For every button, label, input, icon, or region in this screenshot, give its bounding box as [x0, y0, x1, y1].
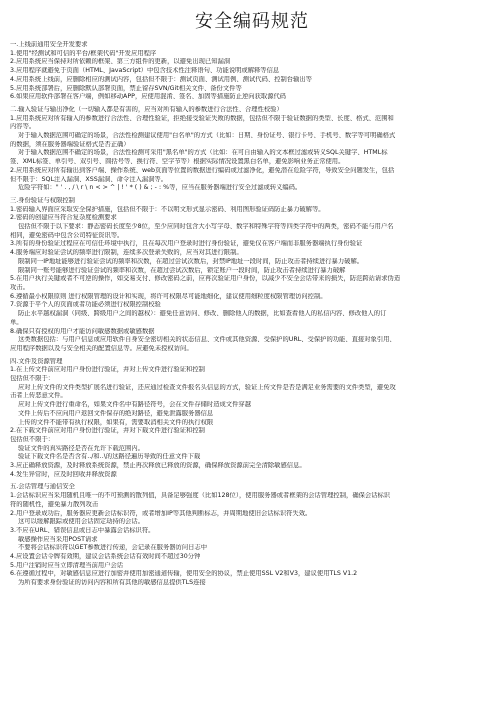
text-line: 2.应用系统应当保持对所依赖的框架、第三方组件的更新，以避免出现已知漏洞	[10, 58, 231, 66]
text-line: 这可以缓解跟踪或使用会话固定劫持的会话。	[18, 518, 144, 526]
text-line: 7.资源于平个人的页面或者功能必须进行权限控制校验	[10, 301, 161, 309]
text-line: 三.身份验证与权限控制	[10, 196, 75, 204]
text-line: 2.应用系统应对所有输出到客户端、操作系统、web页面等位置的数据进行编码或过滤净化，避免潜在危险字符，导致安全问题发生，包括	[10, 166, 395, 174]
text-line: 6.如果应用软件部署在客户端，例如移动APP，应使用混淆、签名、加固等措施防止逆向获取源代码	[10, 93, 287, 101]
text-line: 8.确保只有授权的用户才能访问敏感数据或敏感数据	[10, 327, 155, 335]
text-line: 二.输入验证与输出净化（一切输入都是有害的，应当对所有输入的参数进行合法性、合理性校验）	[10, 105, 283, 113]
text-line: 2.用户登录成功后，服务器应更新会话标识符，或者增加IP等其他判断标志，并周期地使旧会话标识符失效。	[10, 509, 312, 517]
text-line: 3.不应在URL、错误信息或日志中暴露会话标识符。	[10, 526, 155, 534]
text-line: 对于输入数据范围不确定的场景，合法性检测可采用"黑名单"的方式（比如：在可自由输入的文本框过滤或转义SQL关键字、HTML标	[18, 149, 388, 157]
text-line: 危险字符如：" ' . , / \ r \ n < > ^ | ! ' * ( ) & ; - : %等，应当在服务器端进行安全过滤或转义编码。	[18, 184, 302, 192]
text-line: 2.在下载文件前应对用户身份进行验证，并对下载文件进行验证和控制	[10, 427, 205, 435]
text-line: 4.发生异常时，应及时回收并释放资源	[10, 470, 117, 478]
text-line: 5.应用系统部署后，应删除默认部署页面，禁止留存SVN/Git相关文件、备份文件等	[10, 84, 242, 92]
text-line: 3.应正确释放资源，及时释放系统资源，禁止再次释放已释放的资源，确保释放资源前完全清除敏感信息。	[10, 462, 306, 470]
text-line: 验证文件的真实路径是否在允许下载范围内。	[18, 444, 144, 452]
text-line: 签、XML标签、单引号、双引号、圆括号等、换行符、空字节等）根据实际情况设置黑白名单，避免影响业务正常使用。	[10, 158, 345, 166]
text-line: 6.在遵循过程中，对敏感信息应进行加密并使用加密通道传输，使用安全的协议，禁止使用SSL V2和V3，建议使用TLS V1.2	[10, 570, 358, 578]
text-line: 符的随机性，避免暴力散列攻击	[10, 500, 99, 508]
text-line: 包括但不限于：	[10, 435, 55, 443]
text-line: 内容等。	[10, 123, 36, 131]
text-line: 为所有要求身份验证的访问内容和所有其他的敏感信息提供TLS连接	[18, 579, 206, 587]
text-line: 5.在用户执行关键或者不可逆的操作，如交易支付、修改密码之前，应再次验证用户身份，以减少不安全会话带来的损失，防范跨站请求伪造	[10, 275, 401, 283]
text-line: 敏感操作应当采用POST请求	[18, 535, 98, 543]
document-title: 安全编码规范	[195, 11, 309, 32]
text-line: 上传的文件不能带有执行权限，如果有，需要取消相关文件的执行权限	[18, 418, 214, 426]
text-line: 不要将会话标识符以GET参数进行传递，会记录在服务器访问日志中	[18, 544, 208, 552]
text-line: 五.会话管理与通信安全	[10, 483, 75, 491]
text-line: 1.应用系统应对所有输入的参数进行合法性、合理性验证，拒绝接受验证失败的数据，包括但不限于验证数据的类型、长度、格式、范围和	[10, 114, 394, 122]
text-line: 防止水平越权漏洞（同级、跨级用户之间的越权）：避免任意访问、修改、删除他人的数据，比如查看他人的私信内容、修改他人的订	[18, 310, 387, 318]
text-line: 5.用户注销时应当立即清理当前用户会话	[10, 561, 124, 569]
text-line: 应对上传文件进行重命名，如果文件名中有路径符号，会在文件存储时造成文件穿越	[18, 401, 251, 409]
text-line: 3.应用程序就避免于页面（HTML、JavaScript）中包含技术性注释语句、功能说明或解释等信息	[10, 67, 280, 75]
text-line: 对于输入数据范围可确定的场景，合法性检测建议使用"白名单"的方式（比如：日期、身份证号、银行卡号、手机号、数字等可明确格式	[18, 132, 396, 140]
text-line: 4.服务端应对验证尝试的频率进行限制，连续多次登录失败的，应当对其进行限制。	[10, 249, 243, 257]
text-line: 6.遵循最小权限原则 进行权限管理的设计和实现，将许可权限尽可能地细化，建议使用细粒度权限管理访问控制。	[10, 292, 327, 300]
text-line: 2.密码的创建应当符合复杂度检测要求	[10, 214, 117, 222]
text-line: 1.会话标识应当采用随机且唯一的不可预测的散列值，具备足够强度（比如128位），使用服务器或者框架的会话管理控制，确保会话标识	[10, 492, 391, 500]
text-line: 一.上线前通用安全开发要求	[10, 41, 88, 48]
text-line: 验证下载文件名是否含有../和..\的这路径遍历导致的任意文件下载	[18, 453, 201, 461]
text-line: 限制同一账号能够进行验证尝试的频率和次数，在超过尝试次数后，锁定账户一段时间，防止攻击者持续进行暴力破解	[18, 266, 346, 274]
text-line: 包括但不限于：	[10, 375, 55, 383]
text-line: 包括但不限于以下要求：静态密码长度至少8位，至少应同时包含大小写字母、数字和特殊字符等四类字符中的两类，密码不能与用户名	[18, 223, 394, 231]
text-line: 击者上传恶意文件。	[10, 392, 67, 400]
document-body	[10, 41, 494, 588]
text-line: 1.在上传文件前应对用户身份进行验证，并对上传文件进行验证和控制	[10, 366, 205, 374]
text-line: 应对上传文件的文件类型扩展名进行验证，还应通过检查文件报名头信息的方式，验证上传文件是否是满足业务需要的文件类型，避免攻	[18, 383, 396, 391]
text-line: 这类数据包括：与用户信息或应用软件自身安全密切相关的状态信息、文件或其他资源、受保护的URL、受保护的功能、直接对象引用、	[18, 336, 396, 344]
text-line: 攻击。	[10, 283, 29, 291]
text-line: 文件上传后不应向用户返回文件保存的绝对路径，避免泄露服务器信息	[18, 409, 214, 417]
text-line: 4.应用系统上线前，应删除相应的测试内容，包括但不限于：测试页面、测试用例、测试代码、控制台输出等	[10, 75, 312, 83]
text-line: 相同，避免密码中包含公司特征资讯等。	[10, 231, 124, 239]
text-line: 应用程序数据以及与安全相关的配置信息等。应避免未授权访问。	[10, 344, 193, 352]
text-line: 1.密码输入界面应采取安全保护措施，包括但不限于：不以明文形式显示密码、利用图形验证码防止暴力破解等。	[10, 205, 325, 213]
text-line: 1.使用"经测试和可信的平台/框架代码"开发应用程序	[10, 49, 157, 57]
text-line: 但不限于：SQL注入漏洞、XSS漏洞、命令注入漏洞等。	[10, 175, 168, 183]
text-line: 4.应设置会话令牌有效期，建议会话系统会话有效时间不超过30分钟	[10, 553, 201, 561]
text-line: 单。	[10, 318, 23, 326]
text-line: 限制同一IP地址能够进行验证尝试的频率和次数，在超过尝试次数后，封禁IP地址一段时间，防止攻击者持续进行暴力破解。	[18, 257, 364, 265]
text-line: 3.所有的身份验证过程应在可信任环境中执行，且在每次用户登录时进行身份验证，避免仅在客户端而非服务器端执行身份验证	[10, 240, 363, 248]
text-line: 四.文件及资源管理	[10, 357, 63, 365]
text-line: 的数据，须在服务器端验证格式是否正确）	[10, 140, 130, 148]
